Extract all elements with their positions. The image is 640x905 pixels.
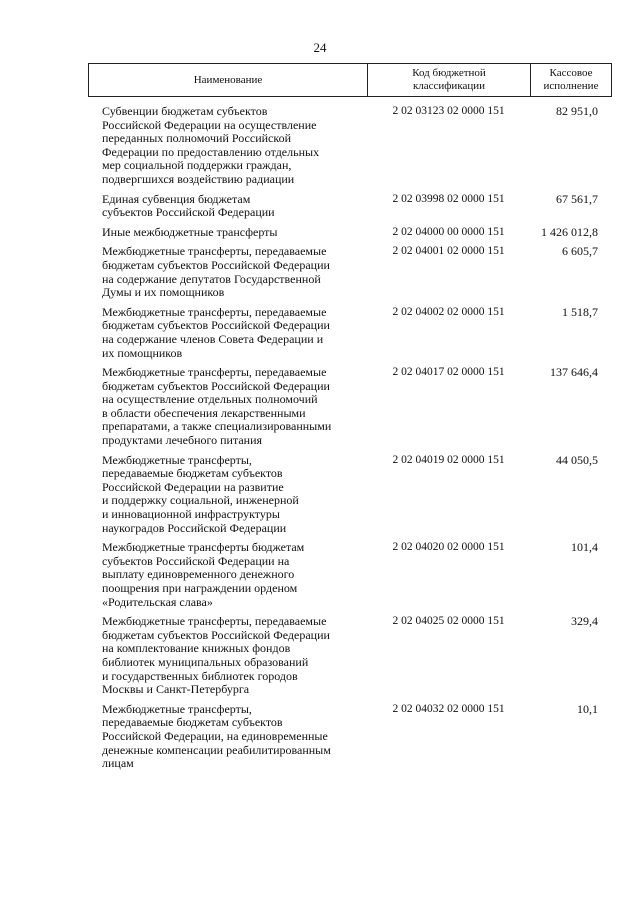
row-name	[88, 105, 367, 187]
row-code: 2 02 04001 02 0000 151	[392, 245, 505, 258]
row-amount: 10,1	[577, 701, 598, 716]
row-name-line: и государственных библиотек городов	[102, 668, 298, 683]
row-name	[88, 366, 367, 448]
table-row	[88, 454, 612, 536]
row-name-line: денежные компенсации реабилитированным	[102, 742, 331, 757]
page-number: 24	[313, 40, 327, 55]
row-amount: 329,4	[571, 614, 598, 629]
row-name-line: переданных полномочий Российской	[102, 131, 291, 146]
row-name-line: Иные межбюджетные трансферты	[102, 224, 278, 239]
row-name	[88, 703, 367, 771]
row-name	[88, 193, 367, 220]
row-name-line: Межбюджетные трансферты, передаваемые	[102, 244, 327, 259]
row-amount: 137 646,4	[550, 365, 598, 380]
row-name-line: субъектов Российской Федерации	[102, 205, 275, 220]
row-name-line: мер социальной поддержки граждан,	[102, 158, 292, 173]
row-amount: 6 605,7	[562, 244, 598, 259]
row-name-line: Российской Федерации, на единовременные	[102, 728, 328, 743]
table-row	[88, 541, 612, 609]
row-name-line: Федерации по предоставлению отдельных	[102, 144, 320, 159]
row-name-line: подвергшихся воздействию радиации	[102, 171, 295, 186]
row-name-line: на осуществление отдельных полномочий	[102, 392, 318, 407]
row-name	[88, 226, 367, 240]
row-name-line: наукоградов Российской Федерации	[102, 520, 287, 535]
header-amount	[531, 64, 611, 96]
row-name-line: библиотек муниципальных образований	[102, 654, 309, 669]
row-code: 2 02 04017 02 0000 151	[392, 366, 505, 379]
budget-table	[88, 63, 612, 777]
table-row	[88, 226, 612, 240]
row-name-line: бюджетам субъектов Российской Федерации	[102, 378, 330, 393]
row-name-line: Субвенции бюджетам субъектов	[102, 104, 268, 118]
row-code: 2 02 03123 02 0000 151	[392, 105, 505, 117]
row-amount: 67 561,7	[556, 191, 598, 206]
row-name-line: лицам	[102, 756, 134, 771]
row-name-line: препаратами, а также специализированными	[102, 419, 332, 434]
row-name-line: передаваемые бюджетам субъектов	[102, 715, 283, 730]
header-name	[89, 64, 368, 96]
header-amount-line1: Кассовое	[549, 67, 593, 79]
row-code: 2 02 04020 02 0000 151	[392, 541, 505, 554]
header-code-label	[412, 67, 486, 93]
table-header	[88, 63, 612, 97]
row-name-line: Российской Федерации на осуществление	[102, 117, 317, 132]
row-name	[88, 541, 367, 609]
header-name-label: Наименование	[193, 73, 263, 86]
row-amount: 1 426 012,8	[541, 224, 598, 239]
row-name-line: субъектов Российской Федерации на	[102, 553, 290, 568]
row-name-line: Единая субвенция бюджетам	[102, 191, 251, 206]
row-name-line: на комплектование книжных фондов	[102, 641, 291, 656]
row-amount: 1 518,7	[562, 304, 598, 319]
row-code: 2 02 04019 02 0000 151	[392, 453, 505, 466]
row-name-line: Межбюджетные трансферты, передаваемые	[102, 365, 327, 380]
row-name	[88, 306, 367, 360]
row-name-line: и инновационной инфраструктуры	[102, 507, 280, 522]
row-name-line: их помощников	[102, 345, 183, 360]
header-amount-line2: исполнение	[543, 80, 599, 92]
row-code: 2 02 04000 00 0000 151	[392, 225, 505, 238]
row-name-line: на содержание членов Совета Федерации и	[102, 331, 324, 346]
row-name-line: Межбюджетные трансферты,	[102, 701, 252, 716]
row-name-line: на содержание депутатов Государственной	[102, 271, 321, 286]
row-name-line: поощрения при награждении орденом	[102, 581, 298, 595]
header-code-line1: Код бюджетной	[412, 67, 486, 79]
row-name-line: передаваемые бюджетам субъектов	[102, 466, 283, 481]
row-name-line: Межбюджетные трансферты бюджетам	[102, 540, 305, 555]
row-code: 2 02 04032 02 0000 151	[392, 702, 505, 715]
row-name-line: Межбюджетные трансферты, передаваемые	[102, 614, 327, 629]
row-amount: 101,4	[571, 540, 598, 555]
row-name	[88, 245, 367, 299]
header-amount-label	[544, 67, 599, 93]
row-name	[88, 615, 367, 697]
header-code-line2: классификации	[412, 80, 486, 92]
row-amount: 44 050,5	[556, 452, 598, 467]
header-code	[368, 64, 531, 96]
row-name-line: бюджетам субъектов Российской Федерации	[102, 257, 330, 272]
table-row	[88, 366, 612, 448]
row-name-line: Межбюджетные трансферты,	[102, 452, 252, 467]
table-body	[88, 105, 612, 771]
row-code: 2 02 04025 02 0000 151	[392, 615, 505, 628]
table-row	[88, 615, 612, 697]
row-name-line: продуктами лечебного питания	[102, 433, 263, 448]
table-row	[88, 703, 612, 771]
row-name-line: Российской Федерации на развитие	[102, 479, 284, 494]
row-amount: 82 951,0	[556, 104, 598, 118]
row-name	[88, 454, 367, 536]
row-name-line: в области обеспечения лекарственными	[102, 405, 306, 420]
row-code: 2 02 04002 02 0000 151	[392, 305, 505, 318]
table-row	[88, 193, 612, 220]
row-name-line: Думы и их помощников	[102, 285, 225, 300]
table-row	[88, 105, 612, 187]
row-name-line: Межбюджетные трансферты, передаваемые	[102, 304, 327, 319]
table-row	[88, 306, 612, 360]
row-name-line: бюджетам субъектов Российской Федерации	[102, 318, 330, 333]
row-name-line: Москвы и Санкт-Петербурга	[102, 682, 250, 697]
row-name-line: и поддержку социальной, инженерной	[102, 493, 299, 508]
row-code: 2 02 03998 02 0000 151	[392, 192, 505, 205]
row-name-line: бюджетам субъектов Российской Федерации	[102, 627, 330, 642]
table-row	[88, 245, 612, 299]
row-name-line: выплату единовременного денежного	[102, 567, 295, 582]
row-name-line: «Родительская слава»	[102, 594, 213, 609]
